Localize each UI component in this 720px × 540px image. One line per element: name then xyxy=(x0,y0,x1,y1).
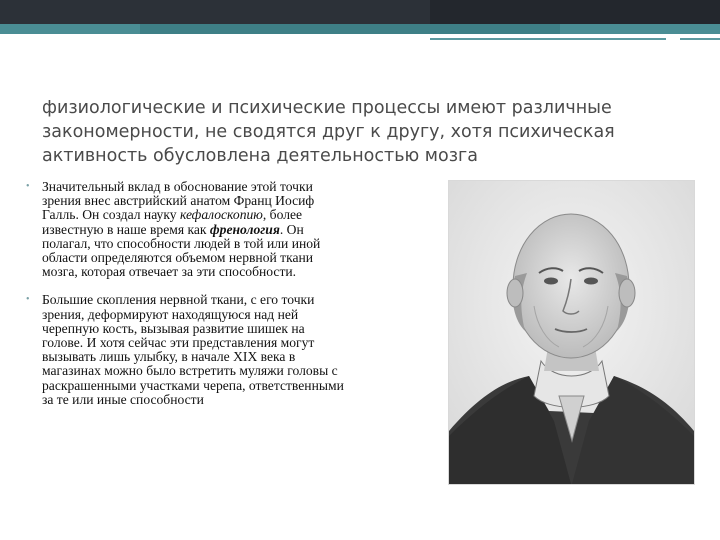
bullet-marker: • xyxy=(26,181,30,192)
top-decor-segment xyxy=(0,24,140,34)
top-decor-segment xyxy=(560,24,720,34)
bullet-marker: • xyxy=(26,294,30,306)
bullet-item xyxy=(18,293,348,407)
slide-heading: физиологические и психические процессы имеют различные закономерности, не сводятся друг к другу, хотя психическая активность обусловлена деятельностью мозга xyxy=(42,98,615,166)
bullet-text: , более известную в наше время как xyxy=(42,207,303,237)
top-decor-bar-teal xyxy=(0,24,720,34)
top-decor-line xyxy=(430,38,666,40)
bullet-text: Значительный вклад в обоснование этой точки зрения внес австрийский анатом Франц Иосиф Галль. Он создал науку xyxy=(42,179,315,223)
top-decor-segment xyxy=(430,0,720,24)
portrait-drawing xyxy=(449,181,694,484)
top-decor-line xyxy=(680,38,720,40)
bullet-list xyxy=(18,180,348,407)
bullet-text: Большие скопления нервной ткани, с его точки зрения, деформируют находящуюся над ней черепную кость, вызывая развитие шишек на голове. И хотя сейчас эти представления могут вызывать лишь улыбку, в начале XIX века в магазинах можно было встретить муляжи головы с раскрашенными участками черепа, ответственными за те или иные способности xyxy=(42,292,344,407)
top-decor-bar-dark xyxy=(0,0,720,24)
bullet-text: . Он полагал, что способности людей в той или иной области определяются объемом нервной ткани мозга, которая отвечает за эти способности. xyxy=(42,221,321,280)
term-kefaloskopiya: кефалоскопию xyxy=(179,207,263,223)
portrait-image xyxy=(448,180,695,485)
term-frenologiya: френология xyxy=(209,221,280,237)
bullet-item xyxy=(18,180,348,279)
